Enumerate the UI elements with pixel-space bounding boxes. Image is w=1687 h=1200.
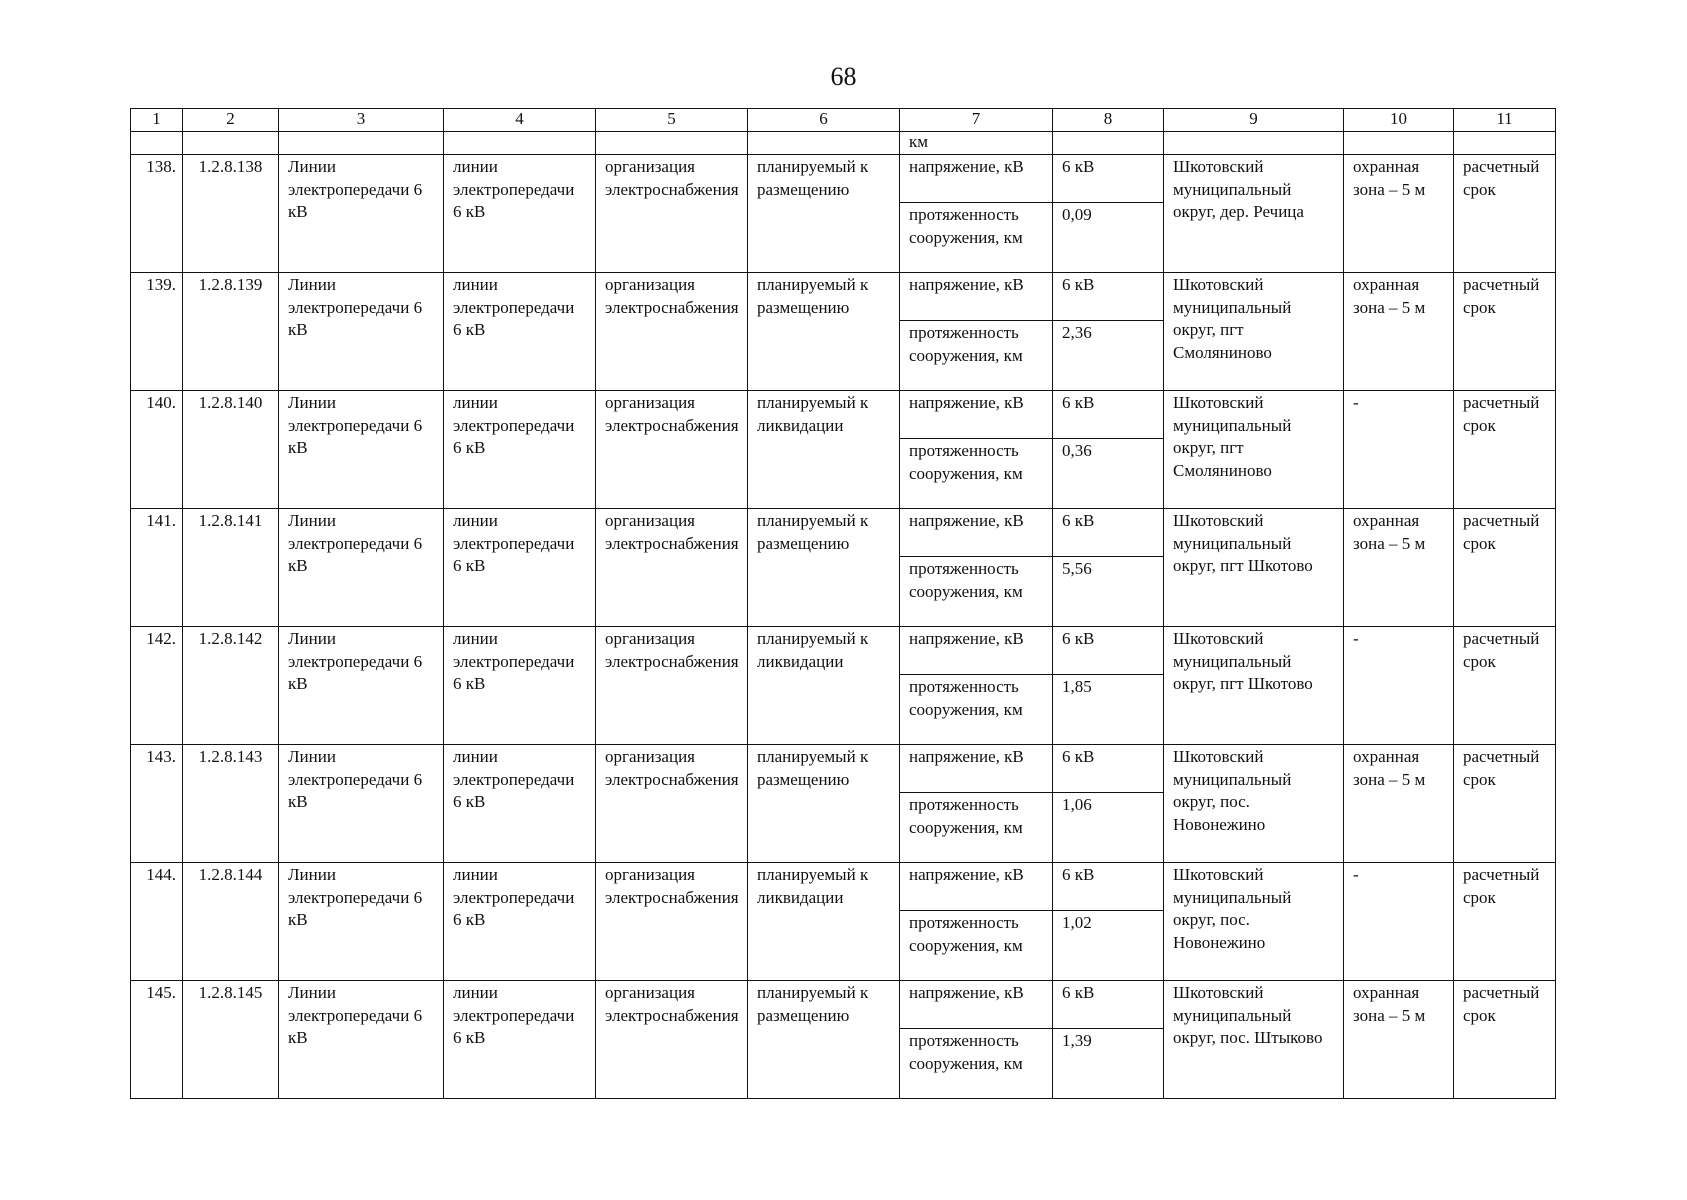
cell-protection-zone: охранная зона – 5 м xyxy=(1344,155,1454,273)
cell-characteristic-length: протяженность сооружения, км xyxy=(900,911,1053,981)
cell-term: расчетный срок xyxy=(1454,155,1556,273)
cell-value-voltage: 6 кВ xyxy=(1053,509,1164,557)
table-row xyxy=(131,155,1556,203)
cell-object-name: Линии электропередачи 6 кВ xyxy=(279,863,444,981)
cell-term: расчетный срок xyxy=(1454,391,1556,509)
cell-object-name: Линии электропередачи 6 кВ xyxy=(279,391,444,509)
objects-table xyxy=(130,108,1556,1099)
cell-characteristic-voltage: напряжение, кВ xyxy=(900,391,1053,439)
cell-empty xyxy=(279,132,444,155)
table-row xyxy=(131,745,1556,793)
cell-empty xyxy=(131,132,183,155)
cell-empty xyxy=(596,132,748,155)
cell-characteristic-length: протяженность сооружения, км xyxy=(900,675,1053,745)
column-number: 2 xyxy=(183,109,279,132)
cell-object-type: линии электропередачи 6 кВ xyxy=(444,509,596,627)
cell-object-name: Линии электропередачи 6 кВ xyxy=(279,155,444,273)
column-number: 8 xyxy=(1053,109,1164,132)
cell-status: планируемый к размещению xyxy=(748,745,900,863)
cell-protection-zone: охранная зона – 5 м xyxy=(1344,981,1454,1099)
cell-characteristic-voltage: напряжение, кВ xyxy=(900,155,1053,203)
cell-object-name: Линии электропередачи 6 кВ xyxy=(279,745,444,863)
cell-purpose: организация электроснабжения xyxy=(596,981,748,1099)
cell-code: 1.2.8.144 xyxy=(183,863,279,981)
cell-purpose: организация электроснабжения xyxy=(596,155,748,273)
cell-value-length: 1,39 xyxy=(1053,1029,1164,1099)
cell-status: планируемый к ликвидации xyxy=(748,627,900,745)
cell-purpose: организация электроснабжения xyxy=(596,627,748,745)
cell-code: 1.2.8.139 xyxy=(183,273,279,391)
cell-term: расчетный срок xyxy=(1454,863,1556,981)
column-number: 11 xyxy=(1454,109,1556,132)
cell-empty xyxy=(444,132,596,155)
cell-status: планируемый к размещению xyxy=(748,981,900,1099)
cell-characteristic-voltage: напряжение, кВ xyxy=(900,273,1053,321)
continuation-characteristic: км xyxy=(900,132,1053,155)
cell-protection-zone: - xyxy=(1344,863,1454,981)
cell-location: Шкотовский муниципальный округ, пгт Смоляниново xyxy=(1164,391,1344,509)
table-row xyxy=(131,981,1556,1029)
cell-status: планируемый к размещению xyxy=(748,509,900,627)
cell-object-type: линии электропередачи 6 кВ xyxy=(444,863,596,981)
cell-object-name: Линии электропередачи 6 кВ xyxy=(279,627,444,745)
cell-value-voltage: 6 кВ xyxy=(1053,863,1164,911)
cell-characteristic-length: протяженность сооружения, км xyxy=(900,439,1053,509)
cell-value-voltage: 6 кВ xyxy=(1053,745,1164,793)
cell-value-voltage: 6 кВ xyxy=(1053,155,1164,203)
column-number: 7 xyxy=(900,109,1053,132)
cell-code: 1.2.8.143 xyxy=(183,745,279,863)
cell-characteristic-length: протяженность сооружения, км xyxy=(900,557,1053,627)
cell-code: 1.2.8.141 xyxy=(183,509,279,627)
cell-characteristic-length: протяженность сооружения, км xyxy=(900,1029,1053,1099)
cell-object-type: линии электропередачи 6 кВ xyxy=(444,627,596,745)
cell-code: 1.2.8.145 xyxy=(183,981,279,1099)
cell-code: 1.2.8.138 xyxy=(183,155,279,273)
cell-protection-zone: охранная зона – 5 м xyxy=(1344,745,1454,863)
cell-value-length: 1,85 xyxy=(1053,675,1164,745)
cell-status: планируемый к ликвидации xyxy=(748,863,900,981)
column-number: 9 xyxy=(1164,109,1344,132)
cell-value-length: 0,36 xyxy=(1053,439,1164,509)
cell-number: 140. xyxy=(131,391,183,509)
cell-object-type: линии электропередачи 6 кВ xyxy=(444,981,596,1099)
continuation-row xyxy=(131,132,1556,155)
cell-characteristic-length: протяженность сооружения, км xyxy=(900,793,1053,863)
cell-value-voltage: 6 кВ xyxy=(1053,981,1164,1029)
cell-term: расчетный срок xyxy=(1454,745,1556,863)
cell-number: 145. xyxy=(131,981,183,1099)
cell-location: Шкотовский муниципальный округ, дер. Речица xyxy=(1164,155,1344,273)
cell-number: 144. xyxy=(131,863,183,981)
cell-protection-zone: охранная зона – 5 м xyxy=(1344,509,1454,627)
cell-term: расчетный срок xyxy=(1454,981,1556,1099)
cell-value-voltage: 6 кВ xyxy=(1053,273,1164,321)
cell-location: Шкотовский муниципальный округ, пгт Шкотово xyxy=(1164,627,1344,745)
cell-empty xyxy=(748,132,900,155)
cell-purpose: организация электроснабжения xyxy=(596,509,748,627)
cell-location: Шкотовский муниципальный округ, пос. Новонежино xyxy=(1164,745,1344,863)
cell-object-type: линии электропередачи 6 кВ xyxy=(444,391,596,509)
cell-code: 1.2.8.142 xyxy=(183,627,279,745)
table-row xyxy=(131,627,1556,675)
cell-protection-zone: - xyxy=(1344,627,1454,745)
cell-term: расчетный срок xyxy=(1454,509,1556,627)
cell-object-name: Линии электропередачи 6 кВ xyxy=(279,981,444,1099)
cell-object-name: Линии электропередачи 6 кВ xyxy=(279,273,444,391)
cell-value-length: 1,02 xyxy=(1053,911,1164,981)
cell-number: 138. xyxy=(131,155,183,273)
cell-status: планируемый к ликвидации xyxy=(748,391,900,509)
cell-value-length: 2,36 xyxy=(1053,321,1164,391)
page-number: 68 xyxy=(830,62,857,91)
cell-characteristic-voltage: напряжение, кВ xyxy=(900,745,1053,793)
cell-characteristic-length: протяженность сооружения, км xyxy=(900,203,1053,273)
cell-characteristic-voltage: напряжение, кВ xyxy=(900,509,1053,557)
column-number-row xyxy=(131,109,1556,132)
cell-purpose: организация электроснабжения xyxy=(596,391,748,509)
cell-value-length: 5,56 xyxy=(1053,557,1164,627)
cell-characteristic-voltage: напряжение, кВ xyxy=(900,863,1053,911)
cell-location: Шкотовский муниципальный округ, пос. Штыково xyxy=(1164,981,1344,1099)
table-row xyxy=(131,273,1556,321)
cell-value-length: 0,09 xyxy=(1053,203,1164,273)
cell-status: планируемый к размещению xyxy=(748,273,900,391)
cell-characteristic-voltage: напряжение, кВ xyxy=(900,981,1053,1029)
cell-location: Шкотовский муниципальный округ, пгт Смоляниново xyxy=(1164,273,1344,391)
cell-status: планируемый к размещению xyxy=(748,155,900,273)
cell-protection-zone: - xyxy=(1344,391,1454,509)
column-number: 3 xyxy=(279,109,444,132)
cell-number: 142. xyxy=(131,627,183,745)
cell-value-length: 1,06 xyxy=(1053,793,1164,863)
cell-purpose: организация электроснабжения xyxy=(596,273,748,391)
cell-purpose: организация электроснабжения xyxy=(596,745,748,863)
cell-characteristic-length: протяженность сооружения, км xyxy=(900,321,1053,391)
cell-purpose: организация электроснабжения xyxy=(596,863,748,981)
column-number: 1 xyxy=(131,109,183,132)
cell-object-type: линии электропередачи 6 кВ xyxy=(444,273,596,391)
cell-empty xyxy=(1344,132,1454,155)
cell-characteristic-voltage: напряжение, кВ xyxy=(900,627,1053,675)
table-row xyxy=(131,509,1556,557)
cell-location: Шкотовский муниципальный округ, пгт Шкотово xyxy=(1164,509,1344,627)
cell-empty xyxy=(183,132,279,155)
cell-value-voltage: 6 кВ xyxy=(1053,627,1164,675)
cell-code: 1.2.8.140 xyxy=(183,391,279,509)
cell-empty xyxy=(1454,132,1556,155)
column-number: 6 xyxy=(748,109,900,132)
table-row xyxy=(131,391,1556,439)
cell-number: 143. xyxy=(131,745,183,863)
cell-empty xyxy=(1164,132,1344,155)
cell-term: расчетный срок xyxy=(1454,273,1556,391)
column-number: 5 xyxy=(596,109,748,132)
cell-object-name: Линии электропередачи 6 кВ xyxy=(279,509,444,627)
cell-location: Шкотовский муниципальный округ, пос. Новонежино xyxy=(1164,863,1344,981)
cell-number: 141. xyxy=(131,509,183,627)
cell-value-voltage: 6 кВ xyxy=(1053,391,1164,439)
table-row xyxy=(131,863,1556,911)
cell-object-type: линии электропередачи 6 кВ xyxy=(444,155,596,273)
cell-object-type: линии электропередачи 6 кВ xyxy=(444,745,596,863)
column-number: 10 xyxy=(1344,109,1454,132)
cell-protection-zone: охранная зона – 5 м xyxy=(1344,273,1454,391)
column-number: 4 xyxy=(444,109,596,132)
cell-empty xyxy=(1053,132,1164,155)
cell-number: 139. xyxy=(131,273,183,391)
cell-term: расчетный срок xyxy=(1454,627,1556,745)
